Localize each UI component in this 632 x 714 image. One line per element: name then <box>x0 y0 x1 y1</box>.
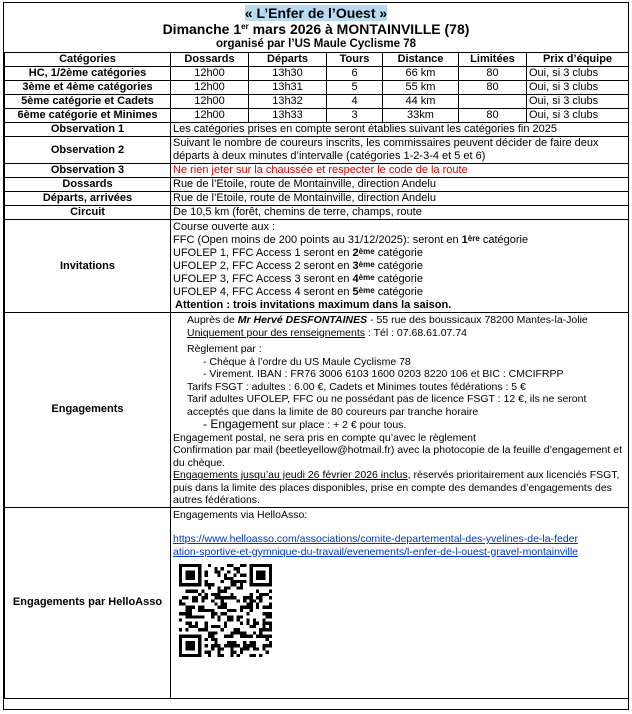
observation-2-row: Observation 2 Suivant le nombre de coureurs inscrits, les commissaires peuvent décider de faire deux départs à deux minutes d’intervalle (catégories 1-2-3-4 et 5 et 6) <box>5 137 629 164</box>
col-header: Catégories <box>5 53 171 67</box>
table-header-row <box>5 53 629 67</box>
header <box>4 5 628 52</box>
organizer: organisé par l’US Maule Cyclisme 78 <box>215 38 417 50</box>
col-header: Prix d’équipe <box>527 53 629 67</box>
observation-1-row: Observation 1 Les catégories prises en compte seront établies suivant les catégories fin 2025 <box>5 123 629 137</box>
qr-code[interactable] <box>179 564 272 657</box>
dossards-row: Dossards Rue de l’Etoile, route de Montainville, direction Andelu <box>5 178 629 192</box>
col-header: Distance <box>383 53 459 67</box>
table-row: 5ème catégorie et Cadets 12h00 13h32 4 44 km Oui, si 3 clubs <box>5 95 629 109</box>
helloasso-link[interactable]: https://www.helloasso.com/associations/comite-departemental-des-yvelines-de-la-federation-sportive-et-gymnique-du-travail/evenements/l-enfer-de-l-ouest-gravel-montainville <box>173 533 579 558</box>
col-header: Dossards <box>171 53 249 67</box>
flyer-page <box>3 2 629 710</box>
event-date: Dimanche 1er mars 2026 à MONTAINVILLE (78) <box>162 21 470 37</box>
table-row: 3ème et 4ème catégories 12h00 13h31 5 55 km 80 Oui, si 3 clubs <box>5 81 629 95</box>
circuit-row: Circuit De 10,5 km (forêt, chemins de terre, champs, route <box>5 206 629 220</box>
col-header: Départs <box>249 53 327 67</box>
observation-3-row: Observation 3 Ne rien jeter sur la chaussée et respecter le code de la route <box>5 164 629 178</box>
engagements-row: Engagements Auprès de Mr Hervé DESFONTAINES - 55 rue des boussicaux 78200 Mantes-la-Jolie Uniquement pour des renseignements : Tél : 07.68.61.07.74 Règlement par : - Chèque à l’ordre du US Maule Cyclisme 78 - Virement. IBAN : FR76 3006 6103 1600 0203 8220 106 et BIC : CMCIFRPP Tarifs FSGT : adultes : 6.00 €, Cadets et Minimes toutes fédérations : 5 € Tarif adultes UFOLEP, FFC ou ne possédant pas de licence FSGT : 12 €, ils ne seront acceptés que dans la limite de 80 coureurs par tranche horaire - Engagement sur place : + 2 € pour tous. Engagement postal, ne sera pris en compte qu’avec le règlement Confirmation par mail (beetleyellow@hotmail.fr) avec la photocopie de la feuille d’engagement et du chèque. Engagements jusqu’au jeudi 26 février 2026 inclus, réservés prioritairement aux licenciés FSGT, puis dans la limite des places disponibles, prise en compte des demandes d’engagements des autres fédérations. <box>5 313 629 508</box>
invitations-row: Invitations Course ouverte aux : FFC (Open moins de 200 points au 31/12/2025): seront en 1ère catégorie UFOLEP 1, FFC Access 1 seront en 2ème catégorie UFOLEP 2, FFC Access 2 seront en 3ème catégorie UFOLEP 3, FFC Access 3 seront en 4ème catégorie UFOLEP 4, FFC Access 4 seront en 5ème catégorie Attention : trois invitations maximum dans la saison. <box>5 220 629 313</box>
info-table <box>4 52 629 699</box>
event-title: « L’Enfer de l’Ouest » <box>244 5 388 21</box>
col-header: Limitées <box>459 53 527 67</box>
departs-row: Départs, arrivées Rue de l’Etoile, route de Montainville, direction Andelu <box>5 192 629 206</box>
table-row: HC, 1/2ème catégories 12h00 13h30 6 66 km 80 Oui, si 3 clubs <box>5 67 629 81</box>
helloasso-row: Engagements par HelloAsso Engagements via HelloAsso: https://www.helloasso.com/associations/comite-departemental-des-yvelines-de-la-federation-sportive-et-gymnique-du-travail/evenements/l-enfer-de-l-ouest-gravel-montainville <box>5 507 629 698</box>
col-header: Tours <box>327 53 383 67</box>
table-row: 6ème catégorie et Minimes 12h00 13h33 3 33km 80 Oui, si 3 clubs <box>5 109 629 123</box>
